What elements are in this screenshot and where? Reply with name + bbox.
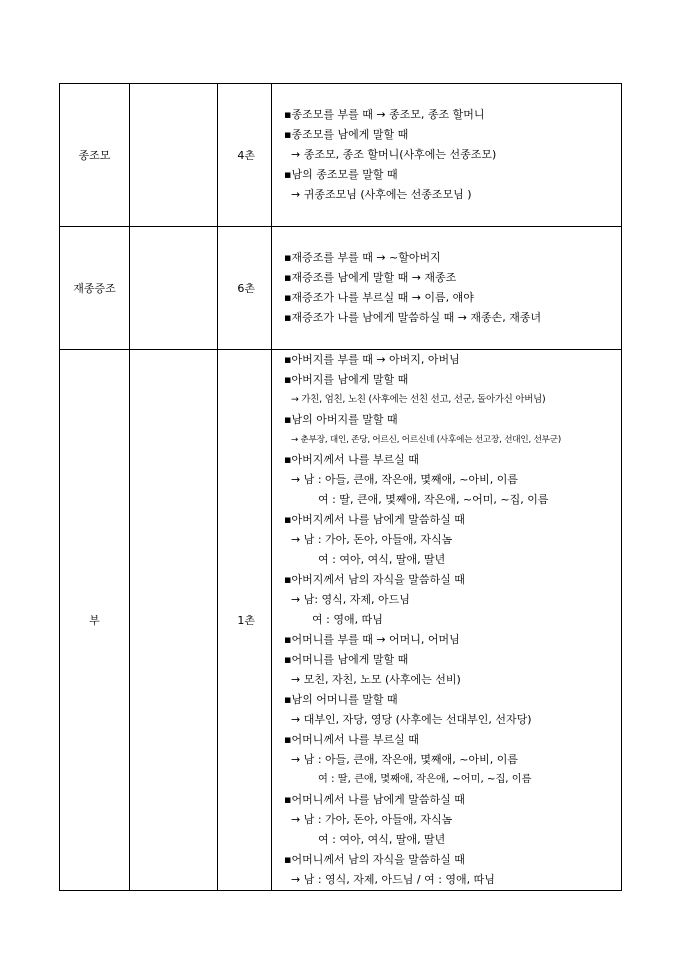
desc-line: ▪종조모를 부를 때 → 종조모, 종조 할머니 [284, 108, 485, 121]
kinship-table [59, 83, 622, 891]
degree-cell: 1촌 [218, 350, 272, 891]
description-cell [272, 227, 622, 350]
desc-line: ▪남의 아버지를 말할 때 [284, 413, 398, 426]
desc-line: ▪어머니께서 나를 남에게 말씀하실 때 [284, 793, 465, 806]
desc-line: 여 : 딸, 큰애, 몇째애, 작은애, ~어미, ~집, 이름 [318, 493, 549, 506]
desc-line: ▪남의 종조모를 말할 때 [284, 168, 398, 181]
desc-line: ▪재증조를 부를 때 → ~할아버지 [284, 251, 441, 264]
desc-line: ▪아버지를 남에게 말할 때 [284, 373, 409, 386]
desc-line: ▪재증조를 남에게 말할 때 → 재종조 [284, 271, 457, 284]
table-row [60, 84, 622, 227]
desc-line: ▪재증조가 나를 부르실 때 → 이름, 얘야 [284, 291, 474, 304]
desc-line: → 모친, 자친, 노모 (사후에는 선비) [291, 673, 461, 686]
desc-line: ▪아버지께서 나를 부르실 때 [284, 453, 419, 466]
degree-cell: 6촌 [218, 227, 272, 350]
description-cell [272, 84, 622, 227]
table-row [60, 350, 622, 891]
desc-line: 여 : 영애, 따님 [312, 613, 383, 626]
desc-line: ▪어머니께서 나를 부르실 때 [284, 733, 419, 746]
desc-line: 여 : 딸, 큰애, 몇째애, 작은애, ~어미, ~집, 이름 [318, 774, 532, 785]
desc-line: 여 : 여아, 여식, 딸애, 딸년 [318, 833, 446, 846]
relation-cell: 종조모 [60, 84, 130, 227]
desc-line: → 대부인, 자당, 영당 (사후에는 선대부인, 선자당) [291, 713, 532, 726]
desc-line: ▪아버지께서 나를 남에게 말씀하실 때 [284, 513, 465, 526]
desc-line: ▪재증조가 나를 남에게 말씀하실 때 → 재종손, 재종녀 [284, 311, 542, 324]
desc-line: → 춘부장, 대인, 존당, 어르신, 어르신네 (사후에는 선고장, 선대인, 선부군) [291, 435, 562, 445]
desc-line: ▪어머니께서 남의 자식을 말씀하실 때 [284, 853, 465, 866]
desc-line: ▪종조모를 남에게 말할 때 [284, 128, 409, 141]
table-row [60, 227, 622, 350]
relation-cell: 재종증조 [60, 227, 130, 350]
description-cell [272, 350, 622, 891]
desc-line: → 남 : 영식, 자제, 아드님 / 여 : 영애, 따님 [291, 873, 495, 886]
blank-cell [130, 84, 218, 227]
desc-line: → 종조모, 종조 할머니(사후에는 선종조모) [291, 148, 497, 161]
degree-cell: 4촌 [218, 84, 272, 227]
desc-line: ▪아버지께서 남의 자식을 말씀하실 때 [284, 573, 465, 586]
desc-line: → 남 : 가아, 돈아, 아들애, 자식놈 [291, 533, 453, 546]
desc-line: → 가친, 엄친, 노친 (사후에는 선친 선고, 선군, 돌아가신 아버님) [291, 394, 546, 405]
blank-cell [130, 350, 218, 891]
desc-line: → 남 : 아들, 큰애, 작은애, 몇째애, ~아비, 이름 [291, 753, 518, 766]
desc-line: ▪어머니를 부를 때 → 어머니, 어머님 [284, 633, 460, 646]
desc-line: → 남 : 가아, 돈아, 아들애, 자식놈 [291, 813, 453, 826]
relation-cell: 부 [60, 350, 130, 891]
desc-line: ▪어머니를 남에게 말할 때 [284, 653, 409, 666]
blank-cell [130, 227, 218, 350]
desc-line: → 남 : 아들, 큰애, 작은애, 몇째애, ~아비, 이름 [291, 473, 518, 486]
desc-line: ▪남의 어머니를 말할 때 [284, 693, 398, 706]
desc-line: → 귀종조모님 (사후에는 선종조모님 ) [291, 188, 472, 201]
desc-line: ▪아버지를 부를 때 → 아버지, 아버님 [284, 353, 460, 366]
desc-line: → 남: 영식, 자제, 아드님 [291, 593, 410, 606]
desc-line: 여 : 여아, 여식, 딸애, 딸년 [318, 553, 446, 566]
